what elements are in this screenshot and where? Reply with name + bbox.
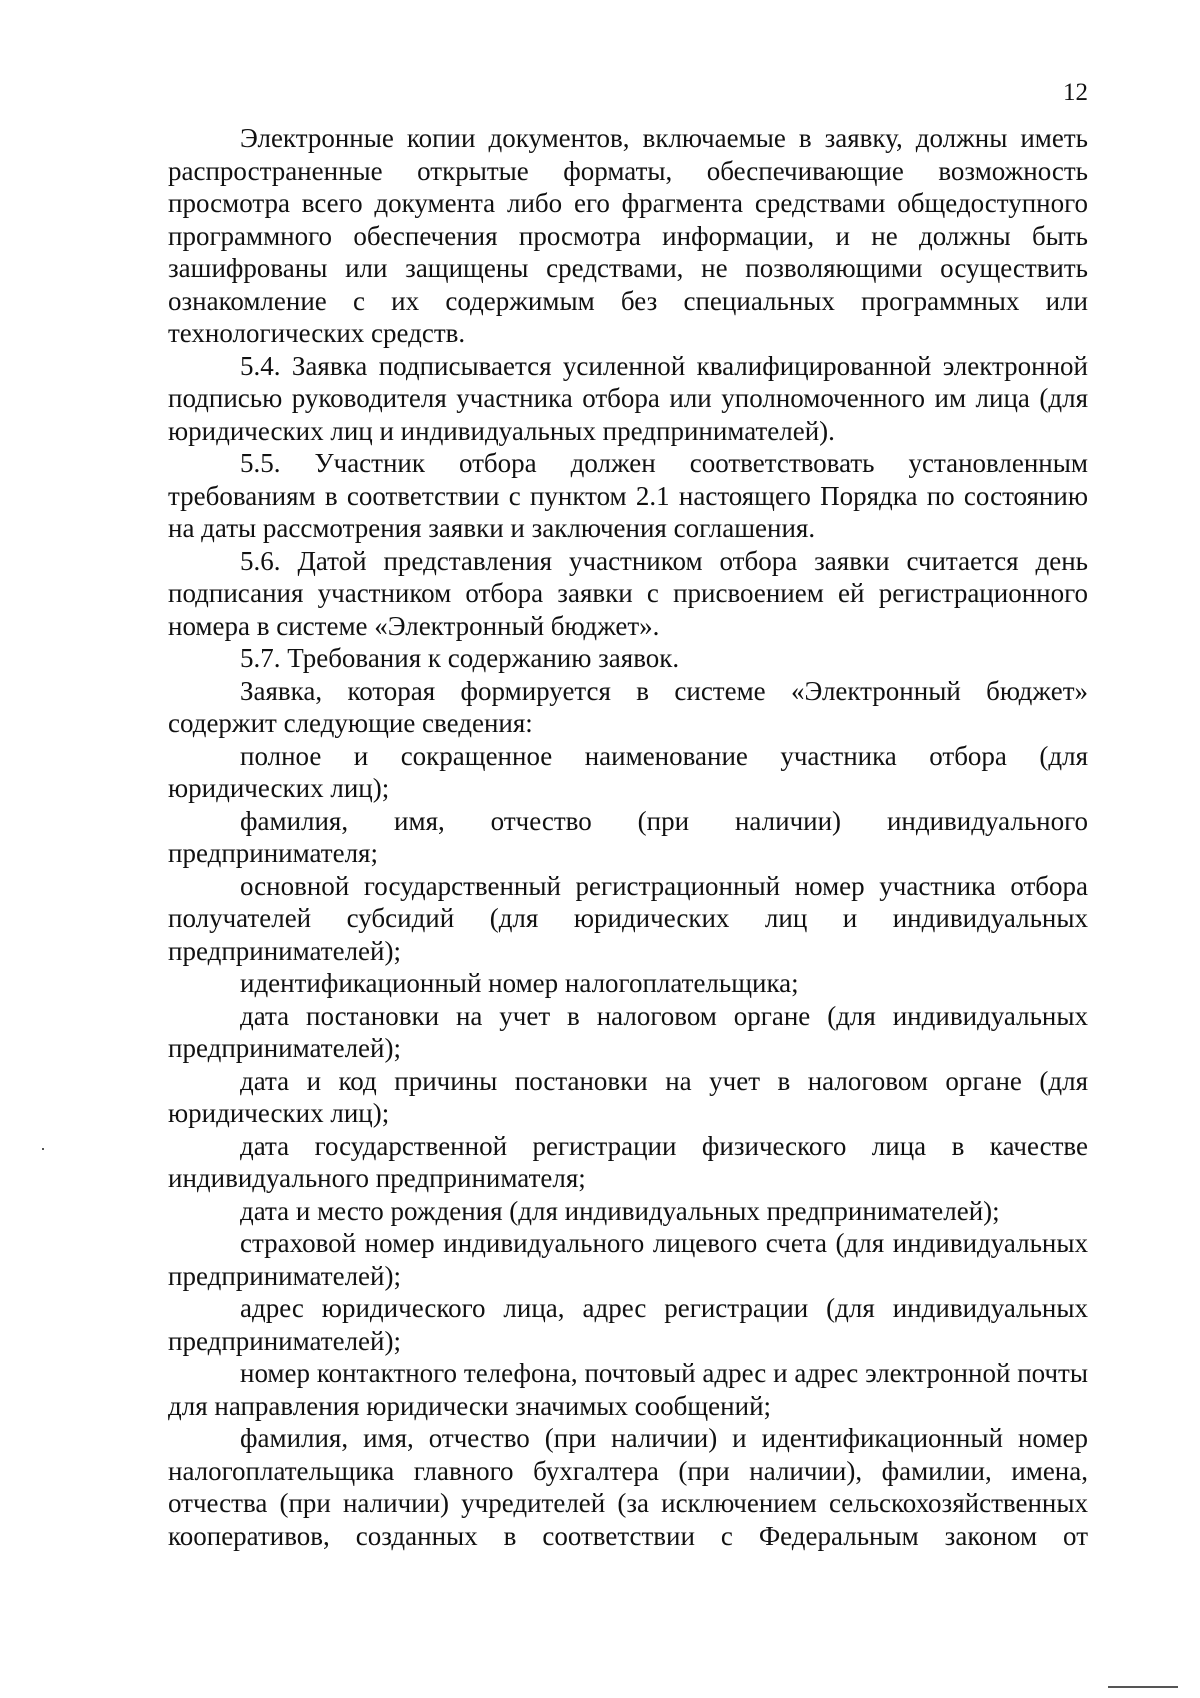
list-item-birth: дата и место рождения (для индивидуальных предпринимателей); bbox=[240, 1195, 1000, 1226]
list-item-snils: страховой номер индивидуального лицевого счета (для индивидуальных предпринимателей); bbox=[168, 1228, 1088, 1291]
list-item-fio: фамилия, имя, отчество (при наличии) индивидуального предпринимателя; bbox=[168, 805, 1088, 868]
list-item-ogrn: основной государственный регистрационный номер участника отбора получателей субсидий (для юридических лиц и индивидуальных предпринимателей); bbox=[168, 870, 1088, 966]
list-item-tax-registration-date: дата постановки на учет в налоговом органе (для индивидуальных предпринимателей); bbox=[168, 1000, 1088, 1063]
list-item-contacts: номер контактного телефона, почтовый адрес и адрес электронной почты для направления юридически значимых сообщений; bbox=[168, 1358, 1088, 1421]
paragraph-5-6: 5.6. Датой представления участником отбора заявки считается день подписания участником отбора заявки с присвоением ей регистрационного номера в системе «Электронный бюджет». bbox=[168, 545, 1088, 641]
paragraph-application-intro: Заявка, которая формируется в системе «Электронный бюджет» содержит следующие сведения: bbox=[168, 675, 1088, 738]
list-item-accountant-founders: фамилия, имя, отчество (при наличии) и идентификационный номер налогоплательщика главного бухгалтера (при наличии), фамилии, имена, отчества (при наличии) учредителей (за исключением сельскохозяйственных кооперативов, созданных в соответствии с Федеральным законом от bbox=[168, 1423, 1088, 1551]
paragraph-5-7: 5.7. Требования к содержанию заявок. bbox=[240, 643, 680, 673]
list-item-address: адрес юридического лица, адрес регистрации (для индивидуальных предпринимателей); bbox=[168, 1293, 1088, 1356]
document-body bbox=[168, 122, 1088, 1552]
list-item-state-registration-date: дата государственной регистрации физического лица в качестве индивидуального предпринимателя; bbox=[168, 1130, 1088, 1193]
list-item-inn: идентификационный номер налогоплательщика; bbox=[240, 968, 799, 998]
scan-artifact-line bbox=[1108, 1686, 1178, 1688]
paragraph-5-5: 5.5. Участник отбора должен соответствовать установленным требованиям в соответствии с пунктом 2.1 настоящего Порядка по состоянию на даты рассмотрения заявки и заключения соглашения. bbox=[168, 448, 1088, 543]
list-item-name: полное и сокращенное наименование участника отбора (для юридических лиц); bbox=[168, 740, 1088, 803]
paragraph-electronic-copies: Электронные копии документов, включаемые в заявку, должны иметь распространенные открытые форматы, обеспечивающие возможность просмотра всего документа либо его фрагмента средствами общедоступного программного обеспечения просмотра информации, и не должны быть зашифрованы или защищены средствами, не позволяющими осуществить ознакомление с их содержимым без специальных программных или технологических средств. bbox=[168, 123, 1088, 348]
list-item-kpp: дата и код причины постановки на учет в налоговом органе (для юридических лиц); bbox=[168, 1065, 1088, 1128]
paragraph-5-4: 5.4. Заявка подписывается усиленной квалифицированной электронной подписью руководителя участника отбора или уполномоченного им лица (для юридических лиц и индивидуальных предпринимателей). bbox=[168, 350, 1088, 446]
page-number: 12 bbox=[1063, 79, 1088, 106]
scan-artifact-dot bbox=[42, 1148, 44, 1150]
